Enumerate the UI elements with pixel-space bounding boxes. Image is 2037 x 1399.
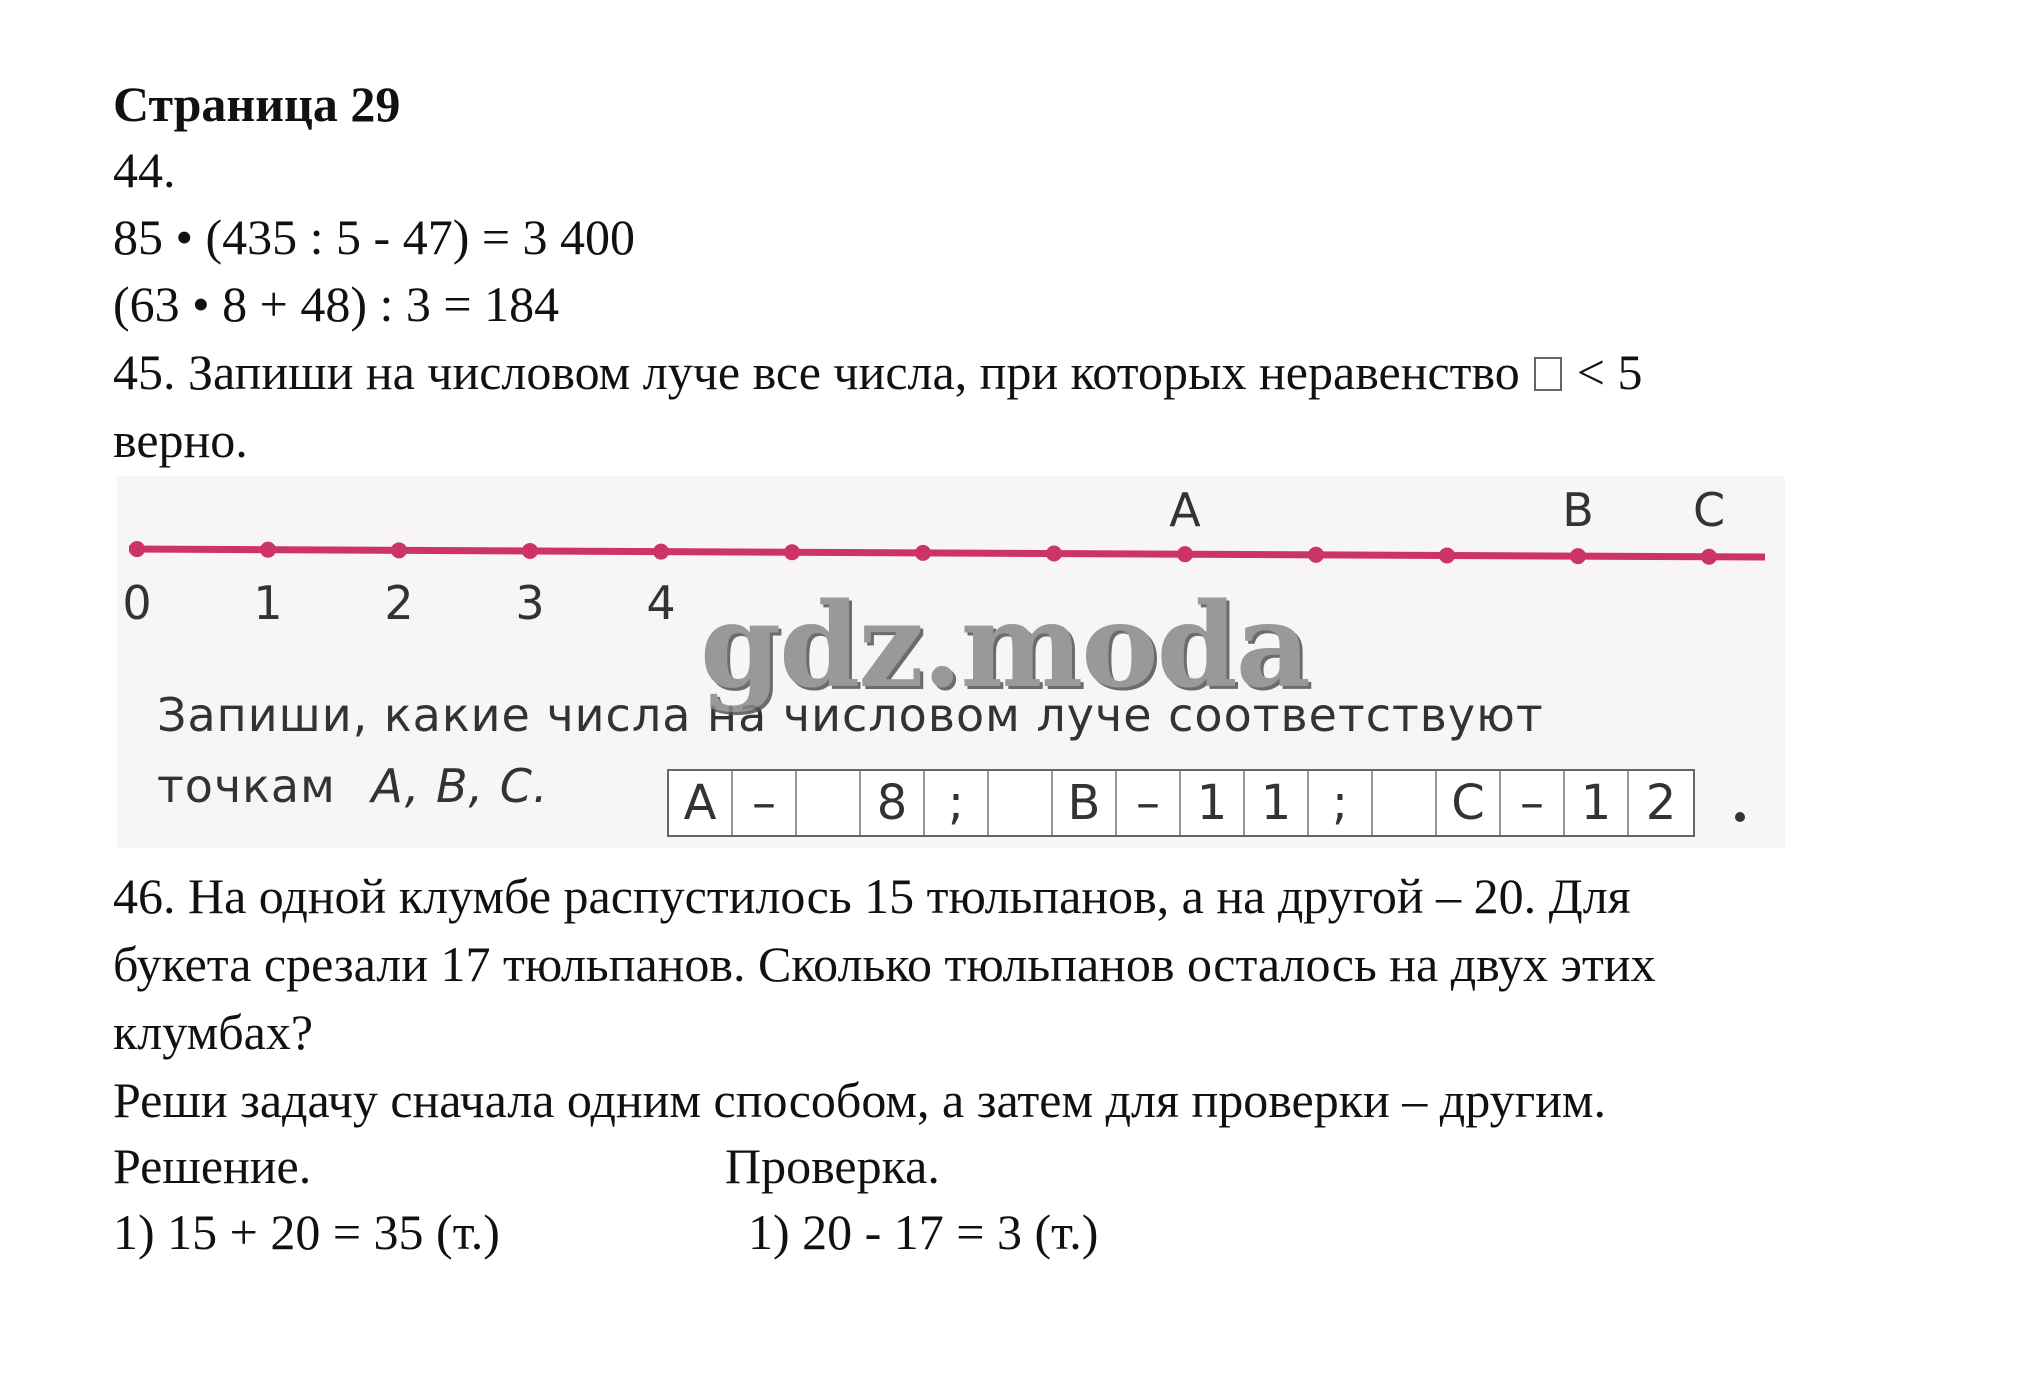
answer-cell: – [1501, 771, 1565, 835]
figure-prompt-points: A, B, C. [371, 759, 549, 813]
answer-strip [667, 769, 1695, 837]
tick-label-1: 1 [253, 576, 283, 630]
check-step-1: 1) 20 - 17 = 3 (т.) [748, 1204, 1099, 1260]
ray-tick-7 [1046, 546, 1062, 562]
task45-text: 45. Запиши на числовом луче все числа, при которых неравенство [113, 344, 1520, 400]
point-label-A: A [1169, 483, 1201, 537]
task44-expression-1: 85 • (435 : 5 - 47) = 3 400 [113, 209, 636, 265]
answer-cell [797, 771, 861, 835]
answer-cell: ; [1309, 771, 1373, 835]
answer-cell: 2 [1645, 775, 1677, 831]
ray-line [129, 549, 1765, 557]
answer-cell [989, 771, 1053, 835]
ray-tick-5 [784, 544, 800, 560]
ray-tick-1 [260, 542, 276, 558]
task46-text-line-1: 46. На одной клумбе распустилось 15 тюльпанов, а на другой – 20. Для [113, 868, 1631, 924]
answer-cell: ; [925, 771, 989, 835]
ray-tick-10 [1439, 547, 1455, 563]
ray-tick-8 [1177, 546, 1193, 562]
answer-cell: 8 [861, 771, 925, 835]
answer-cell: – [733, 771, 797, 835]
task46-text-line-2: букета срезали 17 тюльпанов. Сколько тюльпанов осталось на двух этих [113, 936, 1656, 992]
figure-prompt-word: точкам [157, 759, 336, 813]
tick-label-4: 4 [646, 576, 676, 630]
answer-cell: 1 [1245, 771, 1309, 835]
figure-prompt-line-2 [157, 759, 549, 813]
ray-tick-12 [1701, 549, 1717, 565]
answer-cell: 1 [1181, 771, 1245, 835]
ray-tick-9 [1308, 547, 1324, 563]
tick-label-0: 0 [122, 576, 152, 630]
task45-inequality: < 5 [1576, 344, 1643, 400]
task45-question-end: верно. [113, 412, 248, 468]
task46-text-line-3: клумбах? [113, 1004, 314, 1060]
point-label-B: B [1562, 483, 1594, 537]
ray-tick-0 [129, 541, 145, 557]
ray-tick-11 [1570, 548, 1586, 564]
task44-number: 44. [113, 142, 176, 198]
answer-cell: B [1053, 771, 1117, 835]
ray-tick-2 [391, 542, 407, 558]
strip-period [1735, 812, 1745, 822]
watermark: gdz.moda [700, 578, 1309, 714]
point-label-C: C [1692, 483, 1726, 537]
answer-cell: A [669, 771, 733, 835]
tick-label-2: 2 [384, 576, 414, 630]
task44-expression-2: (63 • 8 + 48) : 3 = 184 [113, 276, 560, 332]
answer-cell: – [1117, 771, 1181, 835]
answer-cell [1373, 771, 1437, 835]
page-title: Страница 29 [113, 76, 401, 132]
empty-box-icon [1534, 357, 1562, 391]
solution-step-1: 1) 15 + 20 = 35 (т.) [113, 1204, 500, 1260]
ray-tick-4 [653, 544, 669, 560]
task45-question [113, 340, 1642, 404]
tick-label-3: 3 [515, 576, 545, 630]
ray-tick-6 [915, 545, 931, 561]
figure-prompt-line-1: Запиши, какие числа на числовом луче соответствуют [157, 688, 1544, 742]
answer-cell: C [1437, 771, 1501, 835]
task46-instruction: Реши задачу сначала одним способом, а затем для проверки – другим. [113, 1072, 1606, 1128]
check-label: Проверка. [725, 1138, 940, 1194]
ray-tick-3 [522, 543, 538, 559]
answer-cell: 1 [1565, 771, 1629, 835]
solution-label: Решение. [113, 1138, 312, 1194]
